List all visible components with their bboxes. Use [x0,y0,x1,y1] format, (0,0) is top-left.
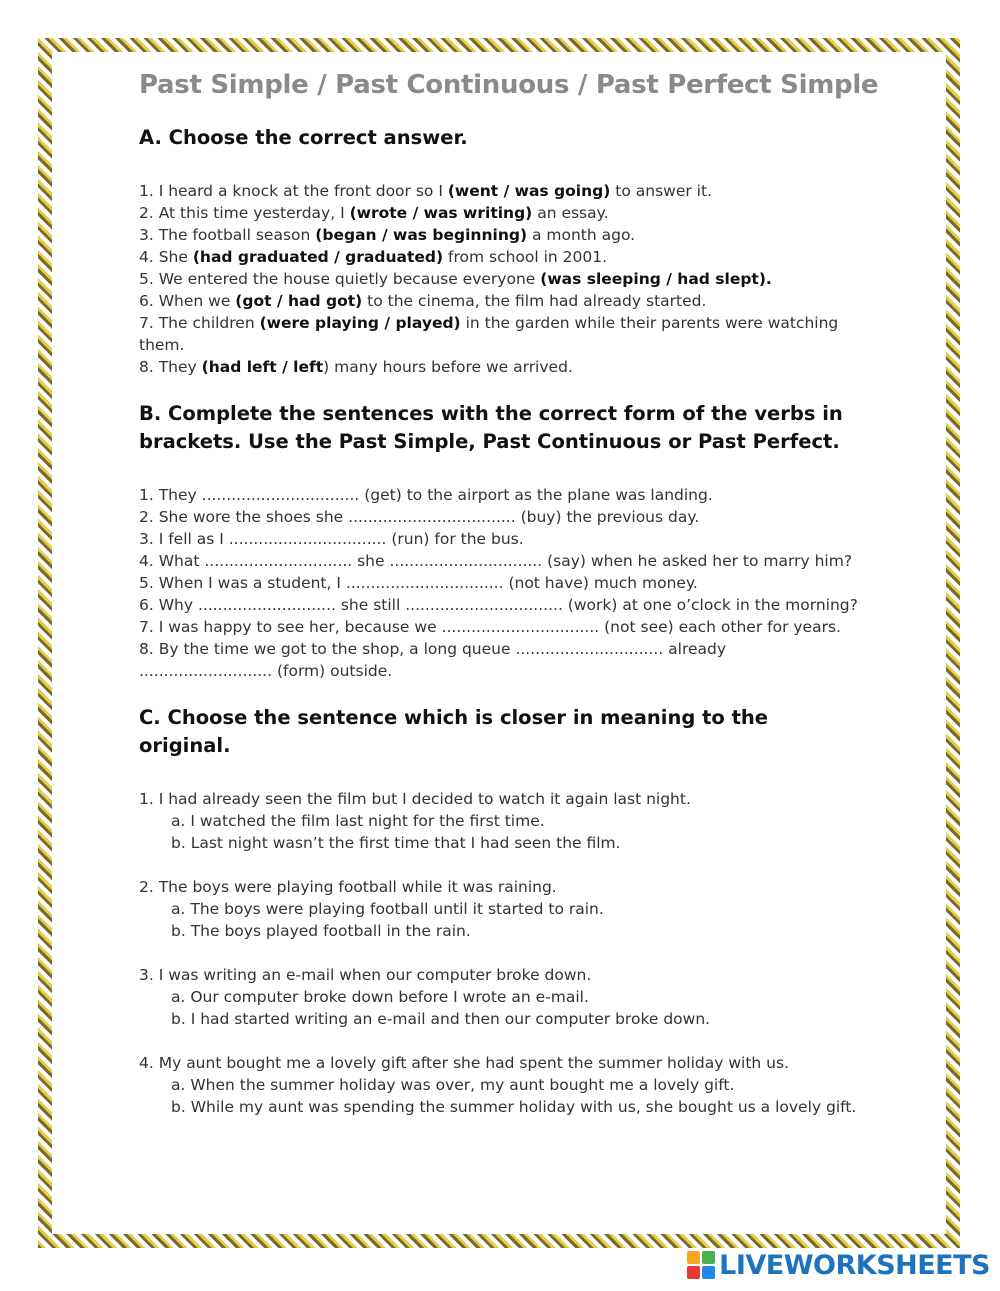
list-item[interactable]: 1. They ................................ (get) to the airport as the plane was landing. [139,486,713,504]
answer-options[interactable]: (were playing / played) [259,314,461,332]
question-text: 4. My aunt bought me a lovely gift after she had spent the summer holiday with us. [139,1054,789,1072]
liveworksheets-logo [687,1249,990,1281]
question-item [139,964,859,1030]
option-a[interactable]: a. The boys were playing football until it started to rain. [171,900,604,918]
answer-options[interactable]: (wrote / was writing) [349,204,533,222]
list-item: 3. The football season (began / was beginning) a month ago. [139,226,636,244]
question-text: 3. I was writing an e-mail when our computer broke down. [139,966,592,984]
answer-options[interactable]: (had left / left [201,358,324,376]
option-a[interactable]: a. When the summer holiday was over, my aunt bought me a lovely gift. [171,1076,735,1094]
option-a[interactable]: a. Our computer broke down before I wrote an e-mail. [171,988,589,1006]
list-item[interactable]: 8. By the time we got to the shop, a long queue .............................. already ........................... (form) outside. [139,640,727,680]
worksheet-content [139,70,879,1118]
option-b[interactable]: b. While my aunt was spending the summer holiday with us, she bought us a lovely gift. [171,1098,857,1116]
list-item[interactable]: 5. When I was a student, I ................................ (not have) much money. [139,574,698,592]
list-item[interactable]: 7. I was happy to see her, because we ................................ (not see) each other for years. [139,618,841,636]
list-item: 8. They (had left / left) many hours before we arrived. [139,358,573,376]
option-b[interactable]: b. The boys played football in the rain. [171,922,471,940]
answer-options[interactable]: (had graduated / graduated) [192,248,444,266]
question-item [139,788,859,854]
list-item[interactable]: 6. Why ............................ she still ................................ (work) at one o’clock in the morning? [139,596,858,614]
answer-options[interactable]: (got / had got) [235,292,363,310]
question-item [139,1052,859,1118]
list-item: 4. She (had graduated / graduated) from school in 2001. [139,248,608,266]
section-a-title: A. Choose the correct answer. [139,126,468,149]
option-b[interactable]: b. I had started writing an e-mail and then our computer broke down. [171,1010,711,1028]
logo-blocks-icon [687,1251,715,1279]
section-c-title: C. Choose the sentence which is closer in meaning to the original. [139,706,769,757]
option-a[interactable]: a. I watched the film last night for the first time. [171,812,545,830]
list-item: 5. We entered the house quietly because everyone (was sleeping / had slept). [139,270,772,288]
section-a-list [139,180,859,378]
list-item[interactable]: 3. I fell as I ................................ (run) for the bus. [139,530,524,548]
list-item: 6. When we (got / had got) to the cinema, the film had already started. [139,292,707,310]
question-text: 1. I had already seen the film but I decided to watch it again last night. [139,790,691,808]
list-item[interactable]: 2. She wore the shoes she .................................. (buy) the previous day. [139,508,700,526]
answer-options[interactable]: (began / was beginning) [315,226,528,244]
list-item: 7. The children (were playing / played) in the garden while their parents were watching them. [139,314,839,354]
question-item [139,876,859,942]
section-c-list [139,788,859,1118]
section-b-list [139,484,859,682]
section-b-title: B. Complete the sentences with the correct form of the verbs in brackets. Use the Past Simple, Past Continuous or Past Perfect. [139,402,843,453]
option-b[interactable]: b. Last night wasn’t the first time that I had seen the film. [171,834,621,852]
list-item: 2. At this time yesterday, I (wrote / was writing) an essay. [139,204,609,222]
list-item: 1. I heard a knock at the front door so I (went / was going) to answer it. [139,182,712,200]
list-item[interactable]: 4. What .............................. she ............................... (say) when he asked her to marry him? [139,552,853,570]
answer-options[interactable]: (was sleeping / had slept). [540,270,772,288]
question-text: 2. The boys were playing football while it was raining. [139,878,557,896]
answer-options[interactable]: (went / was going) [447,182,611,200]
page-title: Past Simple / Past Continuous / Past Perfect Simple [139,70,879,100]
logo-text: LIVEWORKSHEETS [719,1249,990,1281]
